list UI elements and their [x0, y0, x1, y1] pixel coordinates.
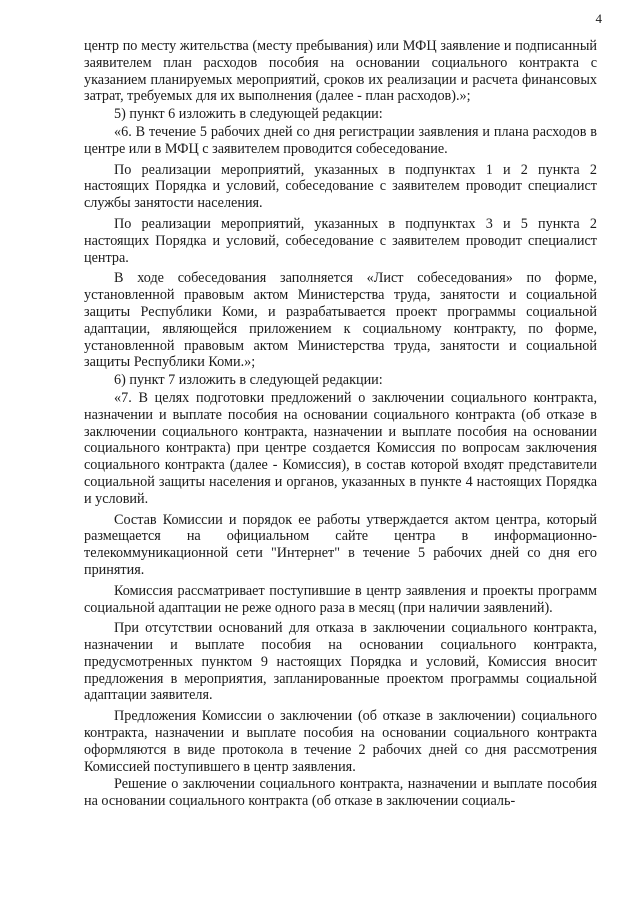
paragraph-13: Решение о заключении социального контракта, назначении и выплате пособия на основании социального контракта (об отказе в заключении социаль-	[84, 776, 597, 810]
paragraph-1: центр по месту жительства (месту пребывания) или МФЦ заявление и подписанный заявителем план расходов пособия на основании социального контракта с указанием планируемых мероприятий, сроков их реализации и расчета финансовых затрат, требуемых для их выполнения (далее - план расходов).»;	[84, 38, 597, 105]
paragraph-6: В ходе собеседования заполняется «Лист собеседования» по форме, установленной правовым актом Министерства труда, занятости и социальной защиты Республики Коми, и разрабатывается проект программы социальной адаптации, являющейся приложением к социальному контракту, по форме, установленной правовым актом Министерства труда, занятости и социальной защиты Республики Коми.»;	[84, 270, 597, 371]
paragraph-8: «7. В целях подготовки предложений о заключении социального контракта, назначении и выплате пособия на основании социального контракта (об отказе в заключении социального контракта, назначении и выплате пособия на основании социального контракта) при центре создается Комиссия по вопросам заключения социального контракта (далее - Комиссия), в состав которой входят представители социальной защиты населения и органов, указанных в пункте 4 настоящих Порядка и условий.	[84, 389, 597, 507]
paragraph-5: По реализации мероприятий, указанных в подпунктах 3 и 5 пункта 2 настоящих Порядка и условий, собеседование с заявителем проводит специалист центра.	[84, 215, 597, 266]
paragraph-3: «6. В течение 5 рабочих дней со дня регистрации заявления и плана расходов в центре или в МФЦ с заявителем проводится собеседование.	[84, 123, 597, 157]
paragraph-7: 6) пункт 7 изложить в следующей редакции:	[114, 372, 383, 389]
paragraph-11: При отсутствии оснований для отказа в заключении социального контракта, назначении и выплате пособия на основании социального контракта, предусмотренных пунктом 9 настоящих Порядка и условий, Комиссия вносит предложения в мероприятия, запланированные проектом программы социальной адаптации заявителя.	[84, 620, 597, 704]
paragraph-12: Предложения Комиссии о заключении (об отказе в заключении) социального контракта, назначении и выплате пособия на основании социального контракта оформляются в виде протокола в течение 2 рабочих дней со дня рассмотрения Комиссией поступившего в центр заявления.	[84, 708, 597, 775]
page-number: 4	[595, 11, 602, 26]
paragraph-2: 5) пункт 6 изложить в следующей редакции:	[114, 106, 383, 123]
paragraph-4: По реализации мероприятий, указанных в подпунктах 1 и 2 пункта 2 настоящих Порядка и условий, собеседование с заявителем проводит специалист службы занятости населения.	[84, 161, 597, 212]
paragraph-10: Комиссия рассматривает поступившие в центр заявления и проекты программ социальной адаптации не реже одного раза в месяц (при наличии заявлений).	[84, 582, 597, 616]
paragraph-9: Состав Комиссии и порядок ее работы утверждается актом центра, который размещается на официальном сайте центра в информационно-телекоммуникационной сети "Интернет" в течение 5 рабочих дней со дня его принятия.	[84, 511, 597, 578]
document-body	[84, 38, 597, 811]
